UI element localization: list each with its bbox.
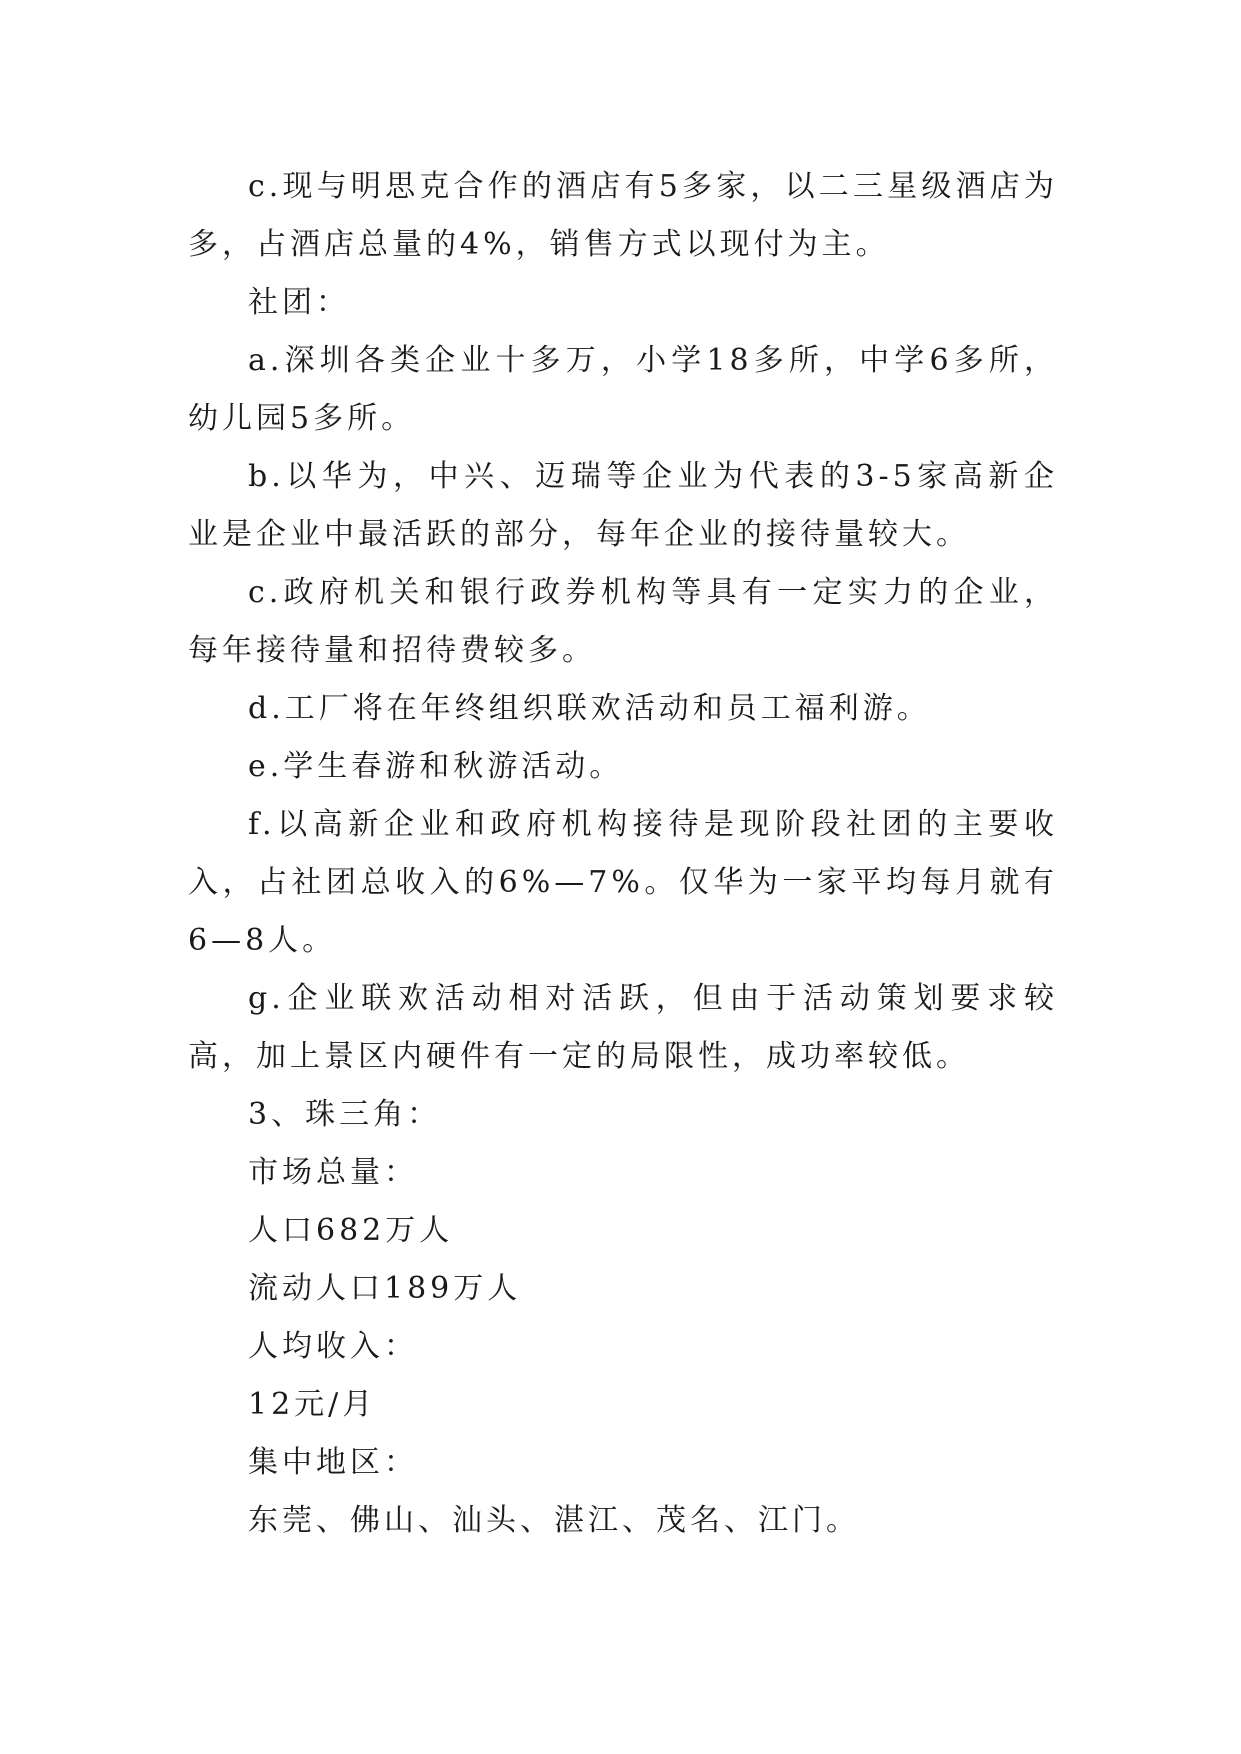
paragraph-population: 人口682万人 — [248, 1213, 454, 1248]
paragraph-region-list: 东莞、佛山、汕头、湛江、茂名、江门。 — [248, 1503, 860, 1538]
paragraph-groups-g: g.企业联欢活动相对活跃，但由于活动策划要求较高，加上景区内硬件有一定的局限性，成功率较低。 — [188, 981, 1058, 1074]
paragraph-floating-population: 流动人口189万人 — [248, 1271, 522, 1306]
paragraph-groups-f: f.以高新企业和政府机构接待是现阶段社团的主要收入，占社团总收入的6%—7%。仅华为一家平均每月就有6—8人。 — [188, 807, 1058, 958]
document-body — [188, 158, 1058, 1550]
paragraph-groups-d: d.工厂将在年终组织联欢活动和员工福利游。 — [248, 691, 931, 726]
paragraph-groups-a: a.深圳各类企业十多万，小学18多所，中学6多所，幼儿园5多所。 — [188, 343, 1058, 436]
section-heading-pearl-river-delta: 3、珠三角： — [248, 1097, 442, 1132]
paragraph-region-label: 集中地区： — [248, 1445, 418, 1480]
paragraph-groups-c: c.政府机关和银行政券机构等具有一定实力的企业，每年接待量和招待费较多。 — [188, 575, 1058, 668]
paragraph-groups-e: e.学生春游和秋游活动。 — [248, 749, 624, 784]
paragraph-market-total-label: 市场总量： — [248, 1155, 418, 1190]
paragraph-groups-b: b.以华为，中兴、迈瑞等企业为代表的3-5家高新企业是企业中最活跃的部分，每年企业的接待量较大。 — [188, 459, 1058, 552]
paragraph-income-value: 12元/月 — [248, 1387, 377, 1422]
paragraph-groups-heading: 社团： — [248, 285, 350, 320]
paragraph-income-label: 人均收入： — [248, 1329, 418, 1364]
paragraph-hotel-cooperation: c.现与明思克合作的酒店有5多家，以二三星级酒店为多，占酒店总量的4%，销售方式以现付为主。 — [188, 169, 1058, 262]
